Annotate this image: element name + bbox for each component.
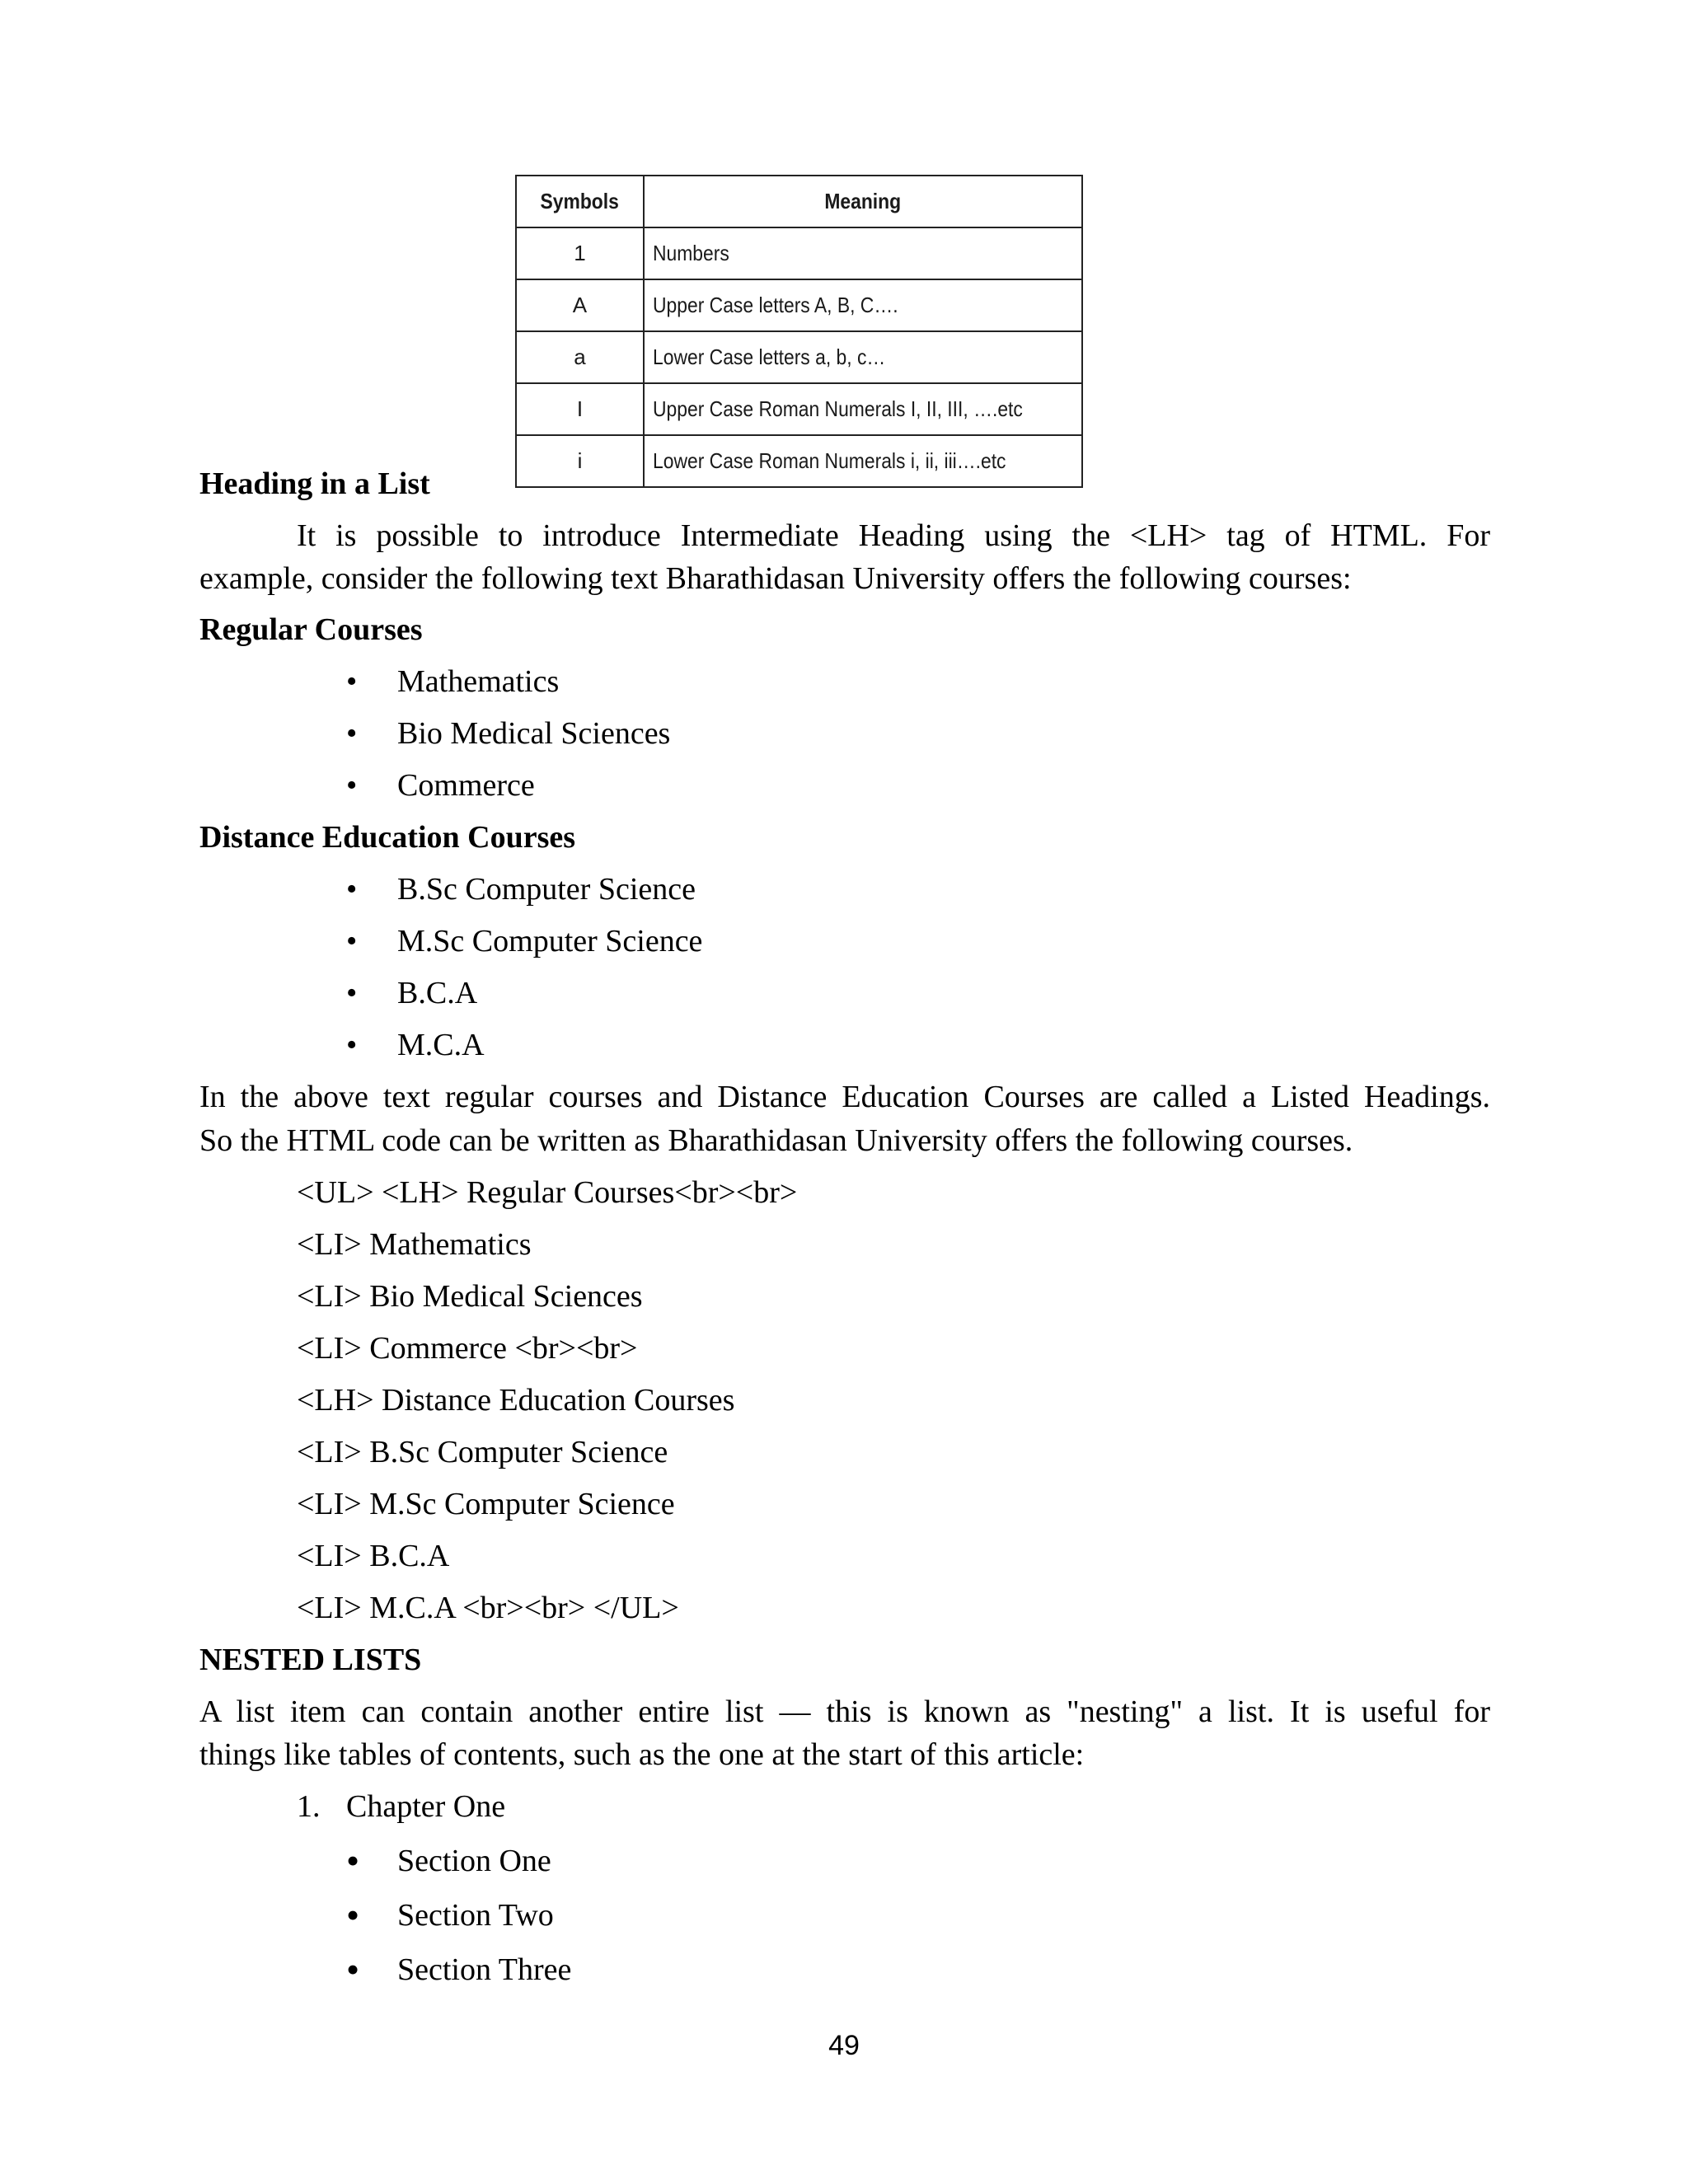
code-line: <LI> B.C.A bbox=[297, 1539, 450, 1573]
code-line: <LI> Bio Medical Sciences bbox=[297, 1279, 643, 1314]
list-item: Bio Medical Sciences bbox=[397, 716, 671, 751]
regular-courses-heading: Regular Courses bbox=[199, 612, 423, 647]
table-cell-meaning: Upper Case Roman Numerals I, II, III, ….etc bbox=[644, 383, 1082, 435]
bullet-icon: • bbox=[346, 976, 358, 1010]
bullet-icon: • bbox=[346, 768, 358, 803]
page-number: 49 bbox=[828, 2030, 860, 2061]
bullet-icon: • bbox=[346, 716, 358, 751]
list-item: Mathematics bbox=[397, 664, 560, 699]
intro-paragraph-line-1: It is possible to introduce Intermediate Heading using the <LH> tag of HTML. For bbox=[297, 518, 1490, 553]
table-cell-symbol: A bbox=[516, 279, 644, 331]
bullet-icon: • bbox=[346, 1028, 358, 1062]
bullet-icon: • bbox=[346, 1840, 360, 1882]
section-item: Section Two bbox=[397, 1898, 554, 1933]
table-row bbox=[516, 383, 1082, 435]
list-item: Commerce bbox=[397, 768, 535, 803]
table-cell-symbol: i bbox=[516, 435, 644, 487]
table-row bbox=[516, 331, 1082, 383]
table-cell-symbol: a bbox=[516, 331, 644, 383]
nested-paragraph-line-2: things like tables of contents, such as the one at the start of this article: bbox=[199, 1737, 1085, 1772]
table-cell-meaning: Lower Case letters a, b, c… bbox=[644, 331, 1082, 383]
chapter-item: Chapter One bbox=[346, 1789, 506, 1824]
bullet-icon: • bbox=[346, 664, 358, 699]
nested-paragraph-line-1: A list item can contain another entire list — this is known as "nesting" a list. It is useful for bbox=[199, 1694, 1490, 1729]
nested-lists-heading: NESTED LISTS bbox=[199, 1643, 422, 1677]
distance-courses-heading: Distance Education Courses bbox=[199, 820, 576, 855]
section-item: Section Three bbox=[397, 1952, 572, 1987]
bullet-icon: • bbox=[346, 924, 358, 958]
list-item: B.Sc Computer Science bbox=[397, 872, 696, 907]
table-row bbox=[516, 435, 1082, 487]
table-cell-meaning: Lower Case Roman Numerals i, ii, iii….etc bbox=[644, 435, 1082, 487]
ordered-list-number: 1. bbox=[297, 1789, 321, 1824]
code-line: <UL> <LH> Regular Courses<br><br> bbox=[297, 1175, 798, 1210]
bullet-icon: • bbox=[346, 1894, 360, 1936]
heading-in-a-list: Heading in a List bbox=[199, 466, 430, 501]
listed-headings-paragraph-line-1: In the above text regular courses and Distance Education Courses are called a Listed Headings. bbox=[199, 1080, 1490, 1114]
table-header-row bbox=[516, 176, 1082, 227]
code-line: <LI> Commerce <br><br> bbox=[297, 1331, 638, 1366]
table-row bbox=[516, 279, 1082, 331]
list-item: M.Sc Computer Science bbox=[397, 924, 703, 958]
code-line: <LH> Distance Education Courses bbox=[297, 1383, 735, 1418]
table-row bbox=[516, 227, 1082, 279]
list-item: M.C.A bbox=[397, 1028, 485, 1062]
table-cell-meaning: Numbers bbox=[644, 227, 1082, 279]
code-line: <LI> M.C.A <br><br> </UL> bbox=[297, 1591, 679, 1625]
intro-paragraph-line-2: example, consider the following text Bharathidasan University offers the following courses: bbox=[199, 561, 1352, 596]
table-cell-symbol: I bbox=[516, 383, 644, 435]
table-cell-symbol: 1 bbox=[516, 227, 644, 279]
table-header-symbols: Symbols bbox=[516, 176, 644, 227]
listed-headings-paragraph-line-2: So the HTML code can be written as Bharathidasan University offers the following courses. bbox=[199, 1123, 1353, 1158]
code-line: <LI> B.Sc Computer Science bbox=[297, 1435, 668, 1469]
section-item: Section One bbox=[397, 1844, 551, 1878]
table-cell-meaning: Upper Case letters A, B, C…. bbox=[644, 279, 1082, 331]
bullet-icon: • bbox=[346, 872, 358, 907]
code-line: <LI> Mathematics bbox=[297, 1227, 532, 1262]
symbols-table bbox=[515, 175, 1083, 488]
code-line: <LI> M.Sc Computer Science bbox=[297, 1487, 675, 1521]
table-header-meaning: Meaning bbox=[644, 176, 1082, 227]
bullet-icon: • bbox=[346, 1948, 360, 1990]
list-item: B.C.A bbox=[397, 976, 478, 1010]
